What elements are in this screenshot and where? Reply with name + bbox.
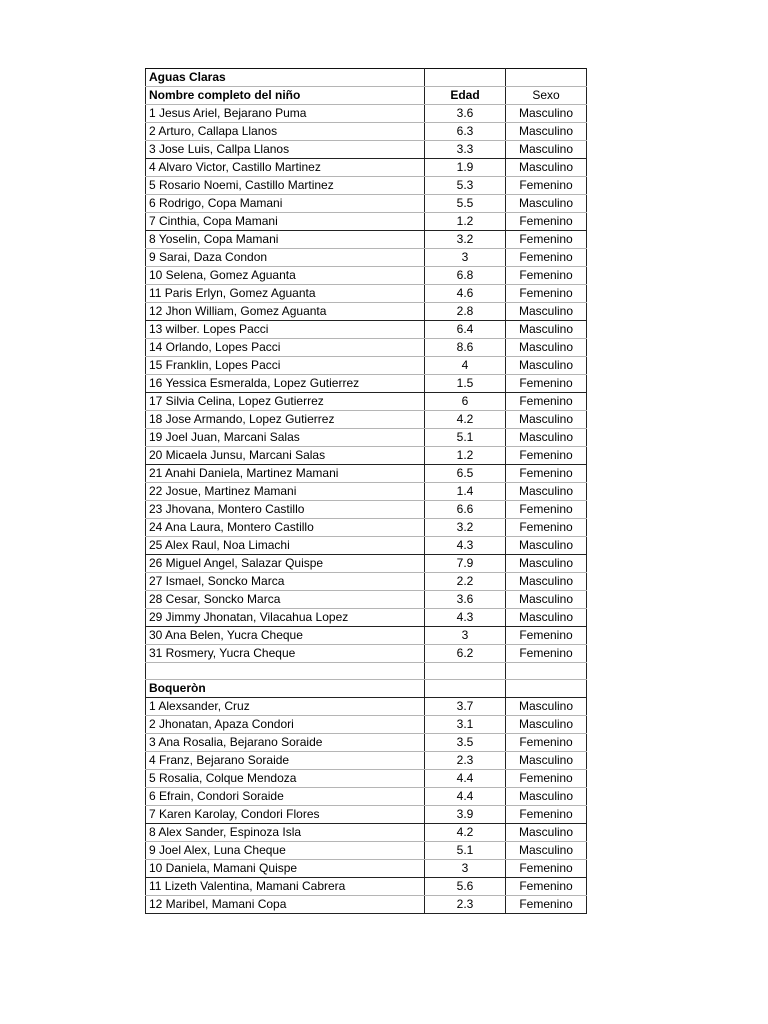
table-row [146,896,587,914]
table-row [146,483,587,501]
age-cell: 5.1 [425,429,506,447]
name-cell: 10 Selena, Gomez Aguanta [146,267,425,285]
sex-cell: Masculino [506,573,587,591]
name-cell: 11 Lizeth Valentina, Mamani Cabrera [146,878,425,896]
name-cell: 4 Franz, Bejarano Soraide [146,752,425,770]
sex-cell: Femenino [506,645,587,663]
age-cell: 1.2 [425,213,506,231]
age-cell: 3.2 [425,519,506,537]
age-cell: 2.2 [425,573,506,591]
table-row [146,159,587,177]
name-cell: 9 Sarai, Daza Condon [146,249,425,267]
age-cell: 4.3 [425,609,506,627]
name-cell: 13 wilber. Lopes Pacci [146,321,425,339]
name-cell: 10 Daniela, Mamani Quispe [146,860,425,878]
table-row [146,411,587,429]
name-cell: 2 Arturo, Callapa Llanos [146,123,425,141]
sex-cell: Masculino [506,339,587,357]
sex-cell: Femenino [506,447,587,465]
age-cell: 3.6 [425,105,506,123]
name-cell: 12 Jhon William, Gomez Aguanta [146,303,425,321]
table-row [146,609,587,627]
name-cell: 27 Ismael, Soncko Marca [146,573,425,591]
table-row [146,447,587,465]
name-cell: 23 Jhovana, Montero Castillo [146,501,425,519]
sex-cell: Sexo [506,87,587,105]
sex-cell: Masculino [506,159,587,177]
section-title-row [146,69,587,87]
age-cell: 4.2 [425,824,506,842]
children-table [145,68,587,914]
name-cell: Boqueròn [146,680,425,698]
name-cell: 14 Orlando, Lopes Pacci [146,339,425,357]
sex-cell: Masculino [506,591,587,609]
table-row [146,393,587,411]
age-cell [425,663,506,680]
age-cell: 3.5 [425,734,506,752]
sex-cell: Femenino [506,806,587,824]
age-cell: 2.8 [425,303,506,321]
name-cell: 30 Ana Belen, Yucra Cheque [146,627,425,645]
table-row [146,267,587,285]
age-cell: 1.4 [425,483,506,501]
sex-cell: Masculino [506,195,587,213]
sex-cell: Femenino [506,770,587,788]
table-row [146,555,587,573]
name-cell: 2 Jhonatan, Apaza Condori [146,716,425,734]
table-row [146,824,587,842]
name-cell: 28 Cesar, Soncko Marca [146,591,425,609]
table-row [146,860,587,878]
name-cell: 24 Ana Laura, Montero Castillo [146,519,425,537]
sex-cell: Masculino [506,123,587,141]
sex-cell: Masculino [506,788,587,806]
age-cell: 2.3 [425,896,506,914]
sex-cell: Femenino [506,267,587,285]
sex-cell: Masculino [506,411,587,429]
age-cell: 6.8 [425,267,506,285]
name-cell: 3 Jose Luis, Callpa Llanos [146,141,425,159]
age-cell [425,680,506,698]
sex-cell: Masculino [506,537,587,555]
table-row [146,806,587,824]
table-row [146,465,587,483]
name-cell: 19 Joel Juan, Marcani Salas [146,429,425,447]
age-cell: 8.6 [425,339,506,357]
name-cell: 15 Franklin, Lopes Pacci [146,357,425,375]
name-cell: 1 Alexsander, Cruz [146,698,425,716]
name-cell: 8 Yoselin, Copa Mamani [146,231,425,249]
sex-cell: Masculino [506,698,587,716]
age-cell: 1.2 [425,447,506,465]
sex-cell: Femenino [506,213,587,231]
table-row [146,213,587,231]
sex-cell: Femenino [506,375,587,393]
table-row [146,770,587,788]
sex-cell: Femenino [506,465,587,483]
sex-cell: Femenino [506,878,587,896]
sex-cell: Masculino [506,429,587,447]
sex-cell: Femenino [506,393,587,411]
table-row [146,141,587,159]
age-cell: 5.6 [425,878,506,896]
name-cell: 1 Jesus Ariel, Bejarano Puma [146,105,425,123]
table-row [146,195,587,213]
sex-cell: Femenino [506,896,587,914]
table-row [146,752,587,770]
sex-cell [506,680,587,698]
table-row [146,627,587,645]
age-cell: 3 [425,860,506,878]
age-cell: 4.2 [425,411,506,429]
name-cell: 22 Josue, Martinez Mamani [146,483,425,501]
table-row [146,878,587,896]
sex-cell: Masculino [506,105,587,123]
table-row [146,591,587,609]
age-cell: 3.7 [425,698,506,716]
age-cell: 4.4 [425,770,506,788]
name-cell: Nombre completo del niño [146,87,425,105]
table-row [146,573,587,591]
sex-cell: Masculino [506,609,587,627]
name-cell: 21 Anahi Daniela, Martinez Mamani [146,465,425,483]
table-row [146,105,587,123]
age-cell: 7.9 [425,555,506,573]
age-cell: 3 [425,627,506,645]
age-cell: 6 [425,393,506,411]
age-cell: 4.6 [425,285,506,303]
name-cell: 6 Rodrigo, Copa Mamani [146,195,425,213]
age-cell: 5.1 [425,842,506,860]
table-row [146,231,587,249]
table-row [146,321,587,339]
table-row [146,357,587,375]
table-row [146,788,587,806]
spacer-row [146,663,587,680]
sex-cell [506,69,587,87]
age-cell: 4.4 [425,788,506,806]
name-cell [146,663,425,680]
name-cell: 3 Ana Rosalia, Bejarano Soraide [146,734,425,752]
name-cell: 4 Alvaro Victor, Castillo Martinez [146,159,425,177]
age-cell: 6.4 [425,321,506,339]
sex-cell: Masculino [506,555,587,573]
name-cell: 6 Efrain, Condori Soraide [146,788,425,806]
name-cell: 18 Jose Armando, Lopez Gutierrez [146,411,425,429]
name-cell: 31 Rosmery, Yucra Cheque [146,645,425,663]
name-cell: Aguas Claras [146,69,425,87]
sex-cell: Femenino [506,627,587,645]
sex-cell: Femenino [506,177,587,195]
name-cell: 25 Alex Raul, Noa Limachi [146,537,425,555]
name-cell: 11 Paris Erlyn, Gomez Aguanta [146,285,425,303]
age-cell: 1.5 [425,375,506,393]
table-row [146,303,587,321]
name-cell: 16 Yessica Esmeralda, Lopez Gutierrez [146,375,425,393]
name-cell: 17 Silvia Celina, Lopez Gutierrez [146,393,425,411]
table-row [146,429,587,447]
name-cell: 26 Miguel Angel, Salazar Quispe [146,555,425,573]
age-cell: 6.2 [425,645,506,663]
sex-cell: Femenino [506,501,587,519]
sex-cell: Femenino [506,231,587,249]
table-row [146,339,587,357]
name-cell: 29 Jimmy Jhonatan, Vilacahua Lopez [146,609,425,627]
name-cell: 12 Maribel, Mamani Copa [146,896,425,914]
age-cell: 3.6 [425,591,506,609]
name-cell: 7 Karen Karolay, Condori Flores [146,806,425,824]
section-title-row [146,680,587,698]
name-cell: 5 Rosalia, Colque Mendoza [146,770,425,788]
table-row [146,716,587,734]
sex-cell: Masculino [506,357,587,375]
table-row [146,375,587,393]
name-cell: 20 Micaela Junsu, Marcani Salas [146,447,425,465]
age-cell: 3.1 [425,716,506,734]
table-row [146,249,587,267]
table-row [146,698,587,716]
sex-cell: Masculino [506,824,587,842]
sex-cell: Masculino [506,303,587,321]
age-cell: 3.2 [425,231,506,249]
table-row [146,734,587,752]
table-row [146,537,587,555]
sex-cell: Femenino [506,734,587,752]
age-cell [425,69,506,87]
age-cell: 3.3 [425,141,506,159]
age-cell: 4.3 [425,537,506,555]
table-row [146,285,587,303]
children-table-body [146,69,587,914]
age-cell: 5.3 [425,177,506,195]
age-cell: 1.9 [425,159,506,177]
name-cell: 7 Cinthia, Copa Mamani [146,213,425,231]
table-row [146,842,587,860]
age-cell: 5.5 [425,195,506,213]
table-row [146,519,587,537]
age-cell: 6.3 [425,123,506,141]
sex-cell: Femenino [506,249,587,267]
age-cell: 6.6 [425,501,506,519]
name-cell: 8 Alex Sander, Espinoza Isla [146,824,425,842]
table-row [146,645,587,663]
table-row [146,123,587,141]
age-cell: 4 [425,357,506,375]
sex-cell: Masculino [506,842,587,860]
sex-cell: Femenino [506,860,587,878]
age-cell: 3 [425,249,506,267]
table-row [146,177,587,195]
sex-cell: Femenino [506,285,587,303]
table-row [146,501,587,519]
age-cell: 2.3 [425,752,506,770]
name-cell: 5 Rosario Noemi, Castillo Martinez [146,177,425,195]
sex-cell: Masculino [506,716,587,734]
sex-cell: Masculino [506,483,587,501]
sex-cell: Masculino [506,752,587,770]
age-cell: Edad [425,87,506,105]
sex-cell: Masculino [506,321,587,339]
sex-cell: Masculino [506,141,587,159]
name-cell: 9 Joel Alex, Luna Cheque [146,842,425,860]
column-header-row [146,87,587,105]
sex-cell: Femenino [506,519,587,537]
age-cell: 3.9 [425,806,506,824]
sex-cell [506,663,587,680]
age-cell: 6.5 [425,465,506,483]
